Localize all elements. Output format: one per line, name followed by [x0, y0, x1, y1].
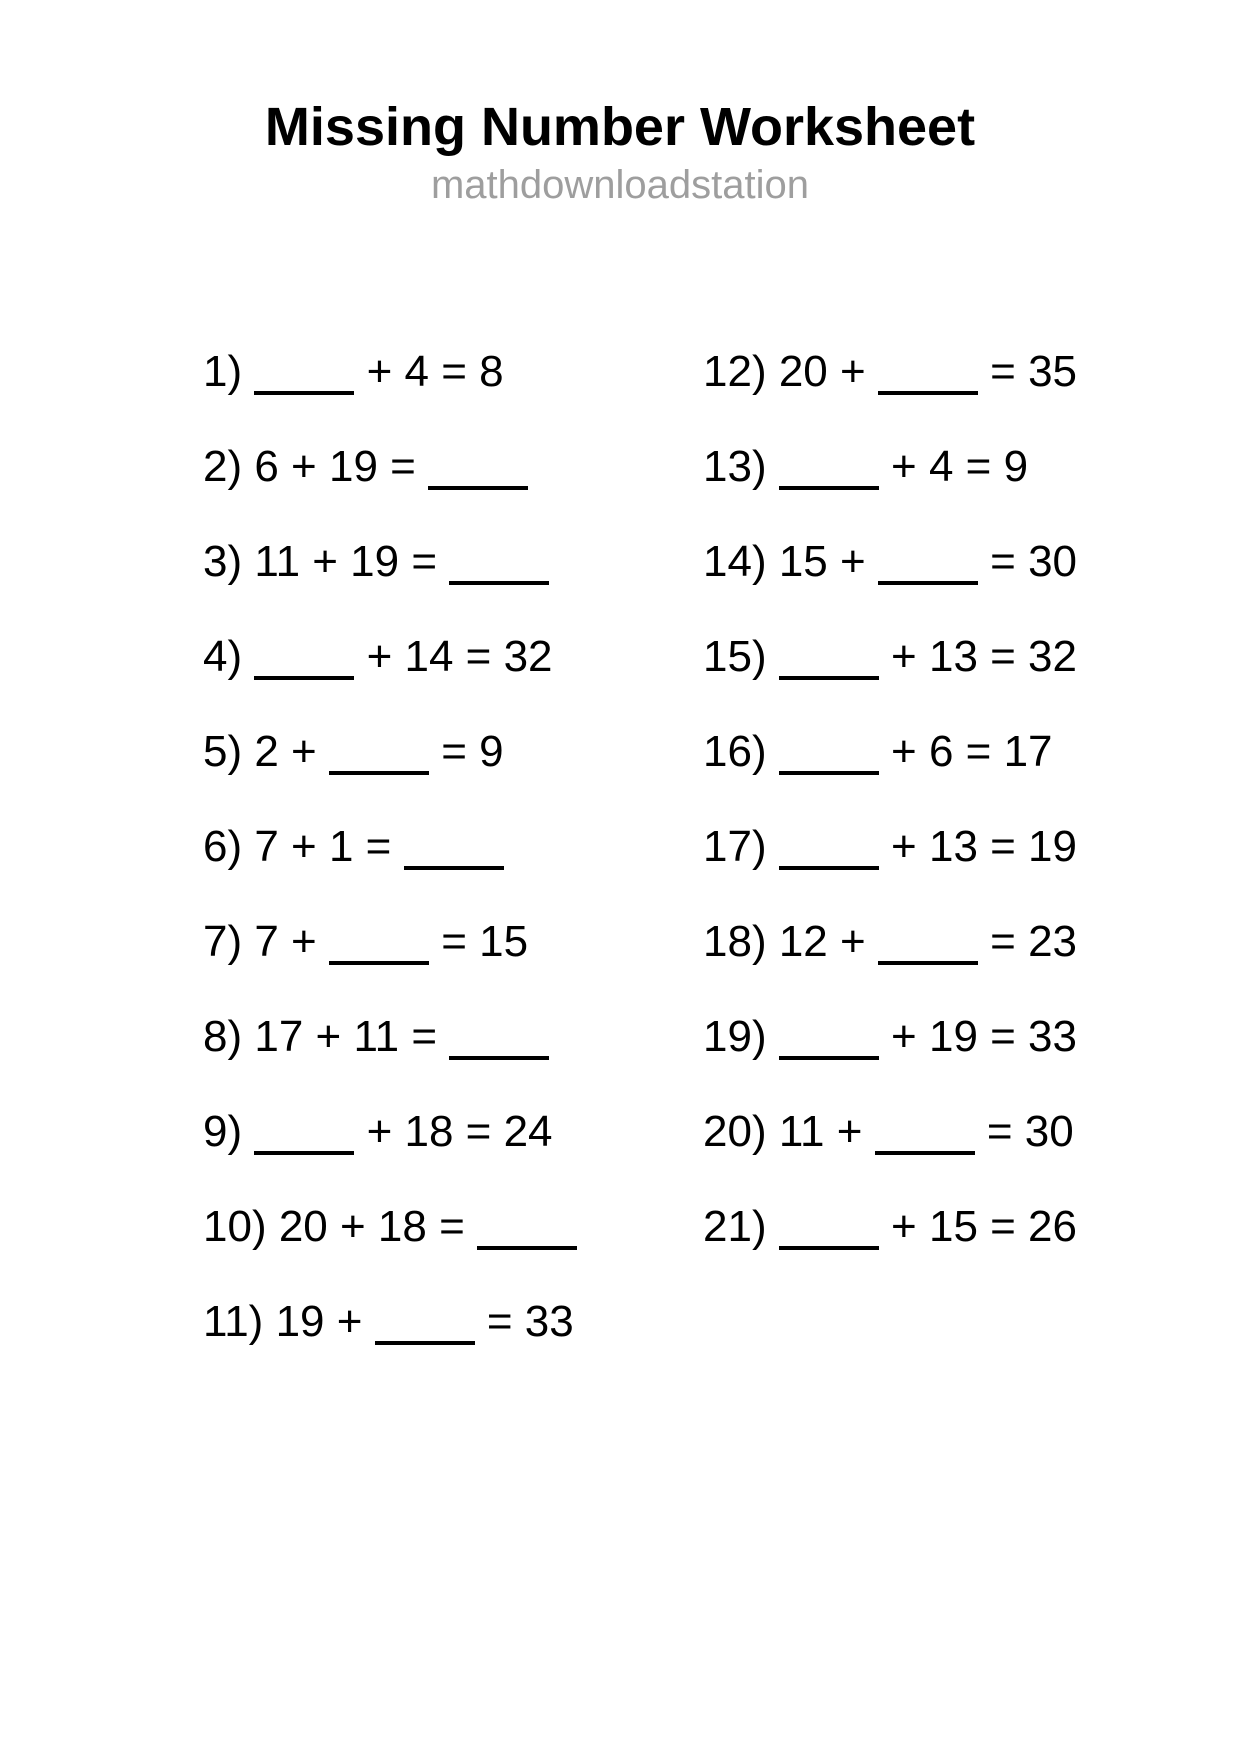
- problem-number: 2): [203, 442, 255, 491]
- problem-number: 17): [703, 822, 779, 871]
- answer-blank: [878, 360, 978, 395]
- problem-text-after: + 19 = 33: [878, 1012, 1077, 1061]
- problem-number: 4): [203, 632, 255, 681]
- problem-text-after: + 4 = 9: [878, 442, 1029, 491]
- problem-row: [703, 632, 1077, 727]
- problem-number: 15): [703, 632, 779, 681]
- answer-blank: [329, 930, 429, 965]
- answer-blank: [779, 1215, 879, 1250]
- problems-column-left: [203, 347, 577, 1392]
- problems-column-right: [703, 347, 1077, 1297]
- problem-number: 8): [203, 1012, 255, 1061]
- problem-text-after: = 30: [977, 537, 1078, 586]
- problem-text-after: + 15 = 26: [878, 1202, 1077, 1251]
- answer-blank: [779, 740, 879, 775]
- problem-row: [203, 347, 577, 442]
- problem-text-before: 11 +: [778, 1107, 875, 1156]
- problem-text-before: 19 +: [275, 1297, 375, 1346]
- problem-text-before: 2 +: [254, 727, 329, 776]
- problem-row: [703, 1202, 1077, 1297]
- problem-text-before: 7 + 1 =: [254, 822, 404, 871]
- problem-text-before: 20 + 18 =: [278, 1202, 477, 1251]
- problem-text-before: 7 +: [254, 917, 329, 966]
- answer-blank: [254, 1120, 354, 1155]
- problem-text-after: + 13 = 32: [878, 632, 1077, 681]
- answer-blank: [779, 455, 879, 490]
- problem-number: 14): [703, 537, 779, 586]
- answer-blank: [878, 930, 978, 965]
- problem-number: 20): [703, 1107, 779, 1156]
- answer-blank: [779, 835, 879, 870]
- problem-text-after: = 23: [977, 917, 1078, 966]
- problem-row: [203, 442, 577, 537]
- problem-number: 13): [703, 442, 779, 491]
- answer-blank: [254, 645, 354, 680]
- problem-text-before: 12 +: [778, 917, 878, 966]
- problem-row: [203, 537, 577, 632]
- problem-number: 21): [703, 1202, 779, 1251]
- problem-row: [203, 1202, 577, 1297]
- problem-row: [703, 537, 1077, 632]
- problem-text-after: = 9: [428, 727, 504, 776]
- answer-blank: [779, 645, 879, 680]
- problem-text-before: 15 +: [778, 537, 878, 586]
- problem-row: [203, 917, 577, 1012]
- worksheet-header: [0, 0, 1240, 208]
- answer-blank: [779, 1025, 879, 1060]
- problem-number: 9): [203, 1107, 255, 1156]
- problem-row: [703, 727, 1077, 822]
- problem-number: 10): [203, 1202, 279, 1251]
- problem-row: [203, 727, 577, 822]
- problem-text-before: 20 +: [778, 347, 878, 396]
- problem-number: 7): [203, 917, 255, 966]
- answer-blank: [875, 1120, 975, 1155]
- problem-number: 11): [203, 1297, 276, 1346]
- problem-number: 3): [203, 537, 255, 586]
- problem-number: 16): [703, 727, 779, 776]
- problem-row: [203, 1107, 577, 1202]
- problem-text-after: + 18 = 24: [354, 1107, 553, 1156]
- problem-number: 18): [703, 917, 779, 966]
- problem-row: [703, 1012, 1077, 1107]
- problem-text-before: 17 + 11 =: [254, 1012, 450, 1061]
- problem-text-after: = 35: [977, 347, 1078, 396]
- problem-row: [203, 1012, 577, 1107]
- answer-blank: [254, 360, 354, 395]
- problem-row: [203, 822, 577, 917]
- problem-number: 6): [203, 822, 255, 871]
- problem-row: [703, 442, 1077, 537]
- problem-row: [703, 347, 1077, 442]
- problem-row: [703, 1107, 1077, 1202]
- problem-text-before: 6 + 19 =: [254, 442, 429, 491]
- answer-blank: [329, 740, 429, 775]
- problem-text-after: + 13 = 19: [878, 822, 1077, 871]
- answer-blank: [375, 1310, 475, 1345]
- problem-row: [703, 822, 1077, 917]
- problem-number: 12): [703, 347, 779, 396]
- answer-blank: [449, 1025, 549, 1060]
- problem-number: 5): [203, 727, 255, 776]
- problem-number: 19): [703, 1012, 779, 1061]
- problem-text-after: = 15: [428, 917, 529, 966]
- problem-row: [203, 632, 577, 727]
- page-title: Missing Number Worksheet: [264, 97, 976, 157]
- problem-text-after: = 30: [974, 1107, 1074, 1156]
- answer-blank: [404, 835, 504, 870]
- problem-row: [203, 1297, 577, 1392]
- problem-text-before: 11 + 19 =: [254, 537, 450, 586]
- problem-text-after: + 14 = 32: [354, 632, 553, 681]
- problem-text-after: + 4 = 8: [354, 347, 504, 396]
- problem-text-after: = 33: [474, 1297, 574, 1346]
- answer-blank: [878, 550, 978, 585]
- problem-number: 1): [203, 347, 255, 396]
- answer-blank: [428, 455, 528, 490]
- answer-blank: [449, 550, 549, 585]
- problem-row: [703, 917, 1077, 1012]
- page-subtitle: mathdownloadstation: [430, 163, 810, 207]
- problem-text-after: + 6 = 17: [878, 727, 1053, 776]
- answer-blank: [477, 1215, 577, 1250]
